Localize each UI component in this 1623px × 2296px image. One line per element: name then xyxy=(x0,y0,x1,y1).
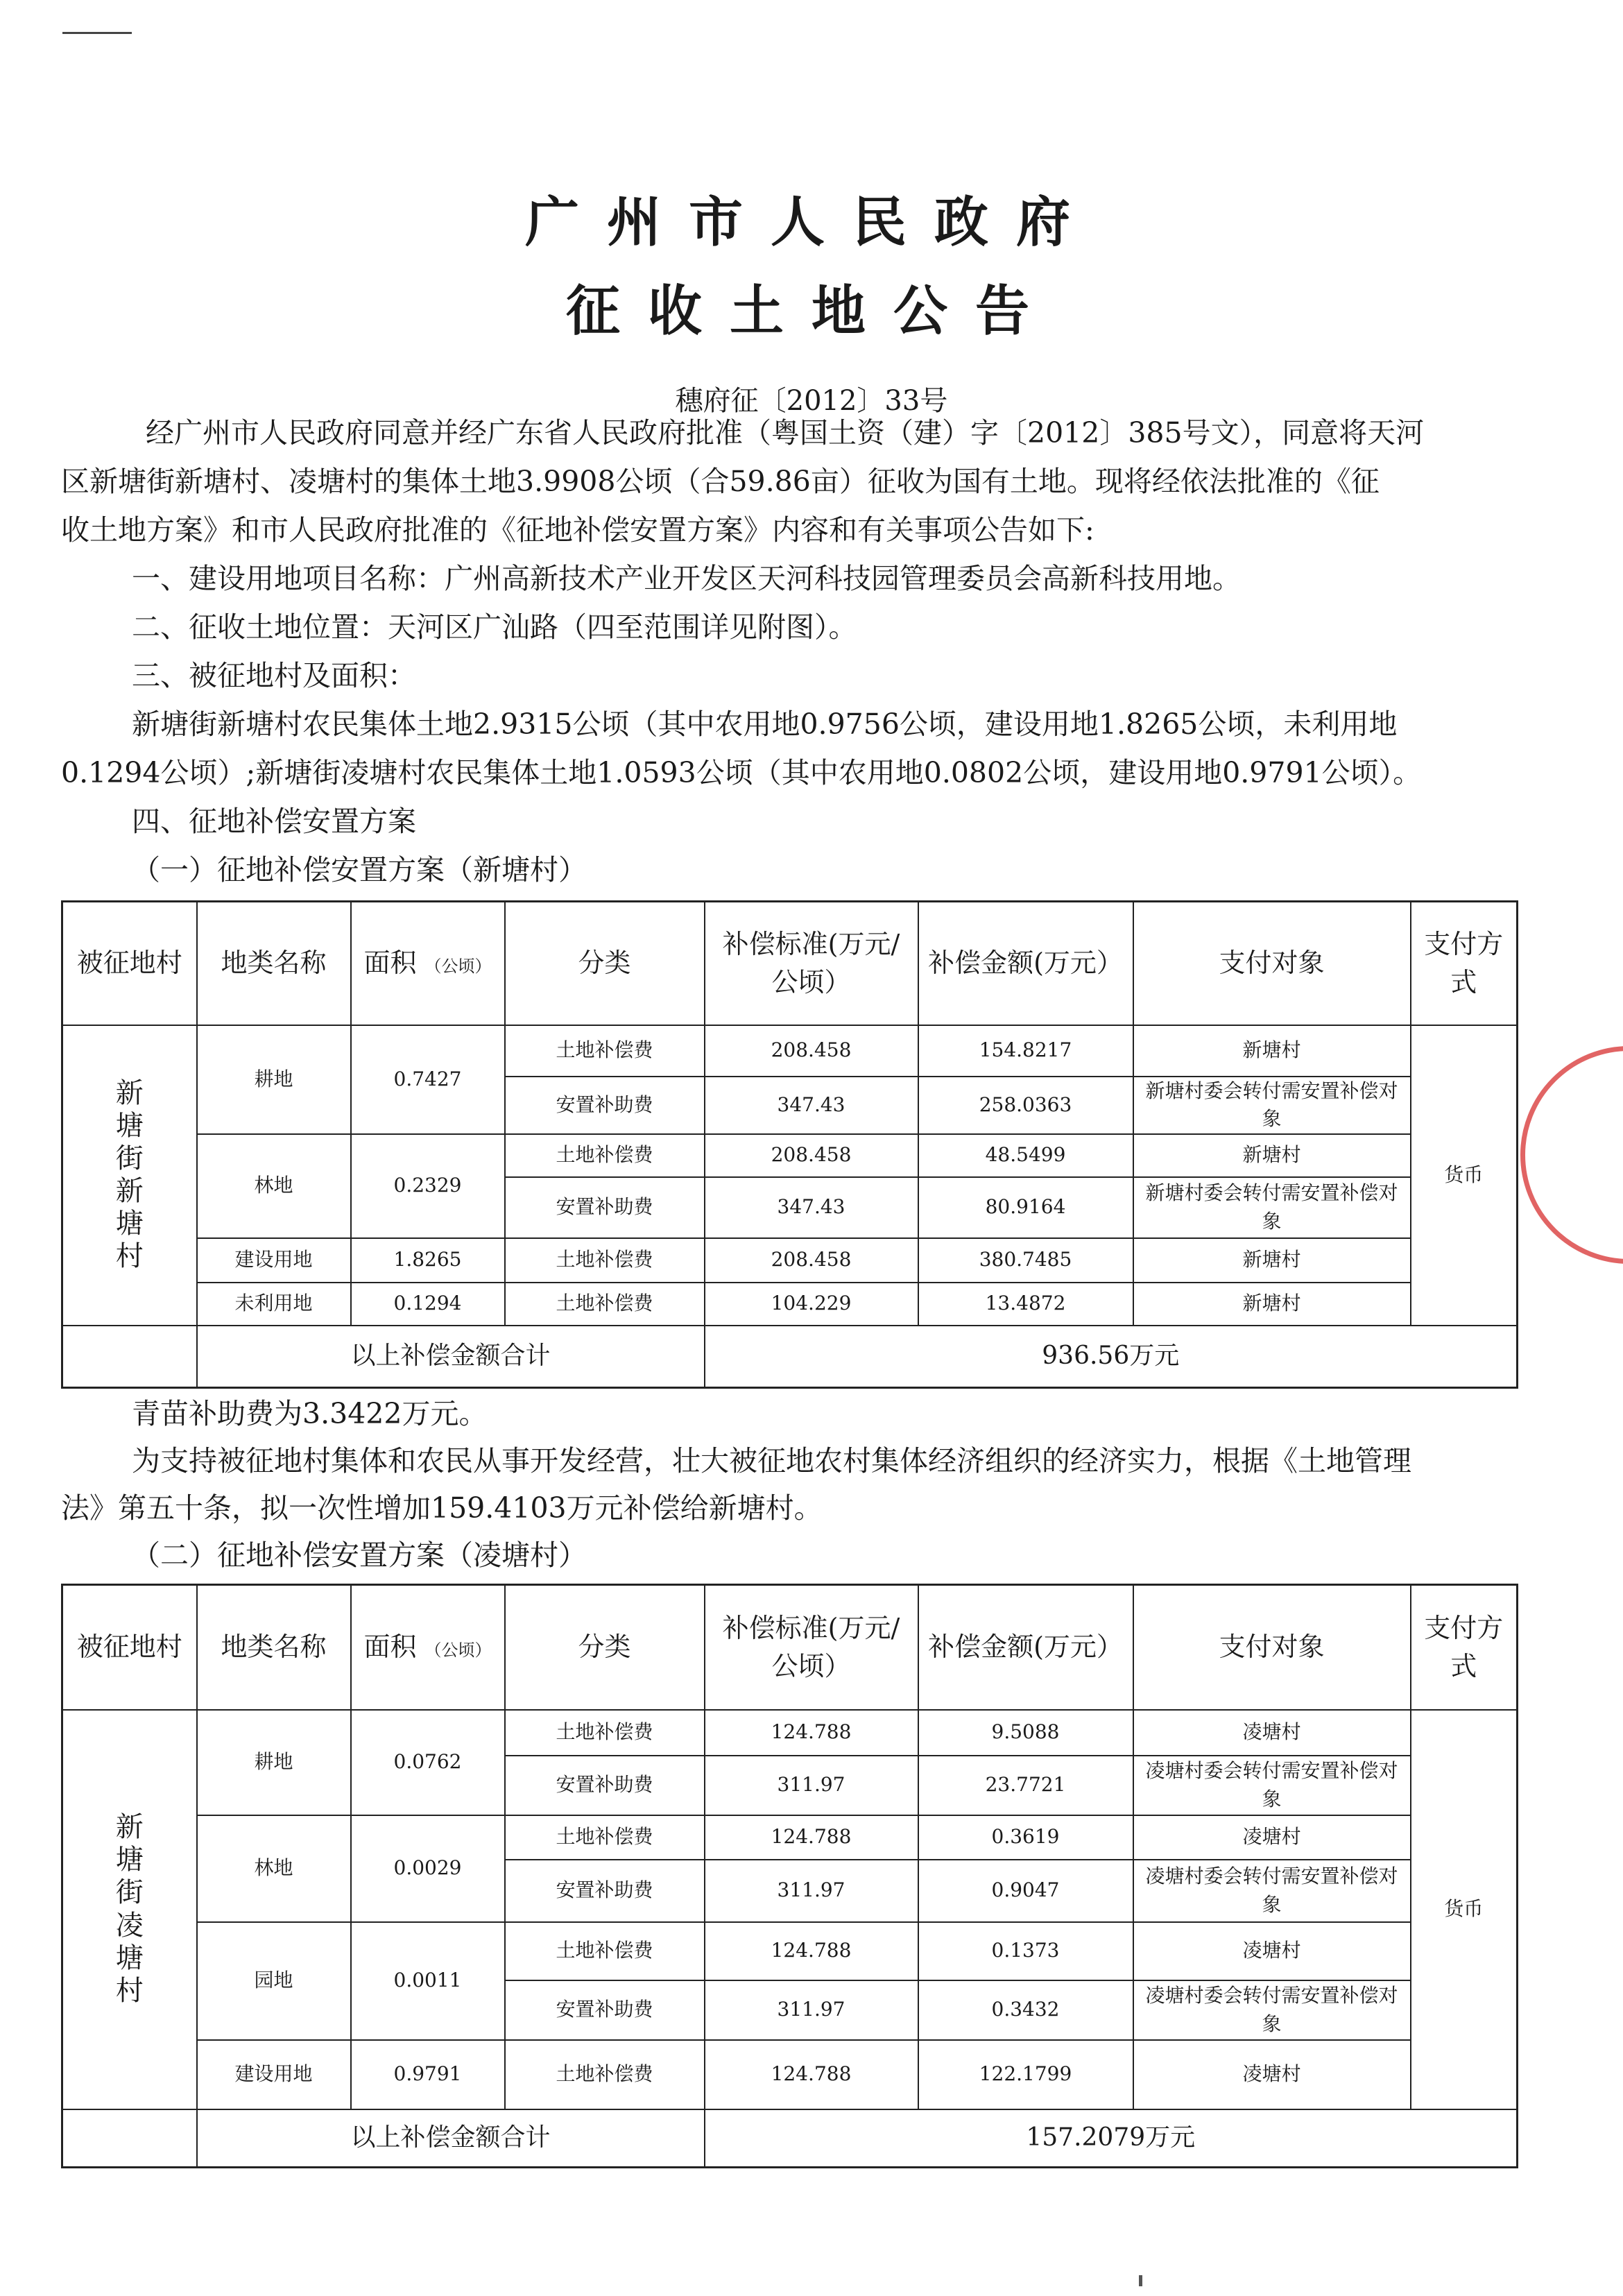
corner-mark xyxy=(62,32,132,34)
area-value: 0.1294 xyxy=(351,1283,505,1326)
category: 土地补偿费 xyxy=(505,2040,705,2109)
standard: 311.97 xyxy=(705,1980,918,2040)
header-village: 被征地村 xyxy=(62,902,197,1025)
payee: 凌塘村 xyxy=(1133,1815,1411,1860)
land-type: 未利用地 xyxy=(197,1283,351,1326)
header-land-type: 地类名称 xyxy=(197,902,351,1025)
total-label: 以上补偿金额合计 xyxy=(197,2109,705,2168)
land-type: 园地 xyxy=(197,1922,351,2040)
land-type: 耕地 xyxy=(197,1025,351,1134)
villages-line-1: 新塘街新塘村农民集体土地2.9315公顷（其中农用地0.9756公顷，建设用地1.8265公顷，未利用地 xyxy=(132,708,1398,741)
standard: 347.43 xyxy=(705,1177,918,1238)
category: 安置补助费 xyxy=(505,1980,705,2040)
village-name: 新塘街新塘村 xyxy=(62,1025,197,1326)
payee: 凌塘村委会转付需安置补偿对象 xyxy=(1133,1980,1411,2040)
amount: 13.4872 xyxy=(918,1283,1133,1326)
header-amount: 补偿金额(万元） xyxy=(918,1585,1133,1710)
villages-line-2: 0.1294公顷）;新塘街凌塘村农民集体土地1.0593公顷（其中农用地0.0802公顷，建设用地0.9791公顷）。 xyxy=(61,756,1422,789)
area-value: 0.7427 xyxy=(351,1025,505,1134)
header-method: 支付方式 xyxy=(1411,1585,1518,1710)
payee: 新塘村委会转付需安置补偿对象 xyxy=(1133,1077,1411,1134)
amount: 0.3619 xyxy=(918,1815,1133,1860)
header-area: 面积 （公顷） xyxy=(351,902,505,1025)
standard: 208.458 xyxy=(705,1238,918,1283)
category: 土地补偿费 xyxy=(505,1922,705,1980)
amount: 23.7721 xyxy=(918,1756,1133,1815)
payee: 新塘村 xyxy=(1133,1134,1411,1177)
category: 土地补偿费 xyxy=(505,1283,705,1326)
land-type: 耕地 xyxy=(197,1710,351,1815)
scan-speck xyxy=(1139,2275,1142,2286)
amount: 48.5499 xyxy=(918,1134,1133,1177)
category: 土地补偿费 xyxy=(505,1710,705,1756)
payee: 凌塘村 xyxy=(1133,1922,1411,1980)
standard: 208.458 xyxy=(705,1025,918,1077)
amount: 80.9164 xyxy=(918,1177,1133,1238)
header-payee: 支付对象 xyxy=(1133,1585,1411,1710)
standard: 311.97 xyxy=(705,1756,918,1815)
amount: 258.0363 xyxy=(918,1077,1133,1134)
payee: 凌塘村 xyxy=(1133,1710,1411,1756)
page-subtitle: 征收土地公告 xyxy=(565,280,1057,343)
amount: 122.1799 xyxy=(918,2040,1133,2109)
category: 土地补偿费 xyxy=(505,1134,705,1177)
land-type: 建设用地 xyxy=(197,2040,351,2109)
header-standard: 补偿标准(万元/ 公顷） xyxy=(705,902,918,1025)
area-value: 0.0011 xyxy=(351,1922,505,2040)
header-payee: 支付对象 xyxy=(1133,902,1411,1025)
page-title: 广州市人民政府 xyxy=(524,191,1098,254)
standard: 124.788 xyxy=(705,2040,918,2109)
amount: 0.3432 xyxy=(918,1980,1133,2040)
standard: 124.788 xyxy=(705,1815,918,1860)
official-seal xyxy=(1520,1046,1623,1264)
land-type: 林地 xyxy=(197,1134,351,1238)
payee: 新塘村 xyxy=(1133,1025,1411,1077)
category: 安置补助费 xyxy=(505,1756,705,1815)
category: 安置补助费 xyxy=(505,1077,705,1134)
category: 安置补助费 xyxy=(505,1860,705,1922)
compensation-table-xintang xyxy=(61,900,1518,1389)
amount: 9.5088 xyxy=(918,1710,1133,1756)
area-value: 0.9791 xyxy=(351,2040,505,2109)
intro-line-3: 收土地方案》和市人民政府批准的《征地补偿安置方案》内容和有关事项公告如下: xyxy=(61,513,1094,547)
header-standard: 补偿标准(万元/ 公顷） xyxy=(705,1585,918,1710)
category: 安置补助费 xyxy=(505,1177,705,1238)
header-amount: 补偿金额(万元） xyxy=(918,902,1133,1025)
amount: 0.9047 xyxy=(918,1860,1133,1922)
document-number: 穗府征〔2012〕33号 xyxy=(675,385,948,417)
header-village: 被征地村 xyxy=(62,1585,197,1710)
payee: 新塘村委会转付需安置补偿对象 xyxy=(1133,1177,1411,1238)
standard: 347.43 xyxy=(705,1077,918,1134)
area-value: 0.0029 xyxy=(351,1815,505,1922)
amount: 0.1373 xyxy=(918,1922,1133,1980)
header-category: 分类 xyxy=(505,902,705,1025)
category: 土地补偿费 xyxy=(505,1238,705,1283)
area-value: 0.2329 xyxy=(351,1134,505,1238)
total-value: 157.2079万元 xyxy=(705,2109,1518,2168)
area-value: 1.8265 xyxy=(351,1238,505,1283)
amount: 380.7485 xyxy=(918,1238,1133,1283)
payment-method: 货币 xyxy=(1411,1025,1518,1326)
total-label: 以上补偿金额合计 xyxy=(197,1326,705,1388)
total-value: 936.56万元 xyxy=(705,1326,1518,1388)
header-method: 支付方式 xyxy=(1411,902,1518,1025)
header-land-type: 地类名称 xyxy=(197,1585,351,1710)
compensation-heading: 四、征地补偿安置方案 xyxy=(132,805,416,838)
standard: 124.788 xyxy=(705,1710,918,1756)
payee: 新塘村 xyxy=(1133,1283,1411,1326)
header-category: 分类 xyxy=(505,1585,705,1710)
payee: 凌塘村委会转付需安置补偿对象 xyxy=(1133,1860,1411,1922)
area-value: 0.0762 xyxy=(351,1710,505,1815)
project-name: 一、建设用地项目名称：广州高新技术产业开发区天河科技园管理委员会高新科技用地。 xyxy=(132,562,1241,595)
payee: 新塘村 xyxy=(1133,1238,1411,1283)
amount: 154.8217 xyxy=(918,1025,1133,1077)
standard: 104.229 xyxy=(705,1283,918,1326)
header-area: 面积 （公顷） xyxy=(351,1585,505,1710)
village-name: 新塘街凌塘村 xyxy=(62,1710,197,2109)
seedling-subsidy: 青苗补助费为3.3422万元。 xyxy=(132,1397,488,1430)
land-type: 林地 xyxy=(197,1815,351,1922)
payee: 凌塘村 xyxy=(1133,2040,1411,2109)
standard: 124.788 xyxy=(705,1922,918,1980)
villages-heading: 三、被征地村及面积： xyxy=(132,659,416,692)
section-1-heading: （一）征地补偿安置方案（新塘村） xyxy=(132,853,587,886)
standard: 311.97 xyxy=(705,1860,918,1922)
intro-line-2: 区新塘街新塘村、凌塘村的集体土地3.9908公顷（合59.86亩）征收为国有土地。现将经依法批准的《征 xyxy=(61,465,1380,498)
category: 土地补偿费 xyxy=(505,1815,705,1860)
payee: 凌塘村委会转付需安置补偿对象 xyxy=(1133,1756,1411,1815)
land-location: 二、征收土地位置：天河区广汕路（四至范围详见附图）。 xyxy=(132,610,857,644)
land-type: 建设用地 xyxy=(197,1238,351,1283)
compensation-table-lingtang xyxy=(61,1584,1518,2168)
section-2-heading: （二）征地补偿安置方案（凌塘村） xyxy=(132,1539,587,1572)
standard: 208.458 xyxy=(705,1134,918,1177)
payment-method: 货币 xyxy=(1411,1710,1518,2109)
support-line-1: 为支持被征地村集体和农民从事开发经营，壮大被征地农村集体经济组织的经济实力，根据《土地管理 xyxy=(132,1444,1411,1477)
intro-line-1: 经广州市人民政府同意并经广东省人民政府批准（粤国土资（建）字〔2012〕385号文），同意将天河 xyxy=(146,416,1425,449)
category: 土地补偿费 xyxy=(505,1025,705,1077)
support-line-2: 法》第五十条，拟一次性增加159.4103万元补偿给新塘村。 xyxy=(61,1491,823,1525)
